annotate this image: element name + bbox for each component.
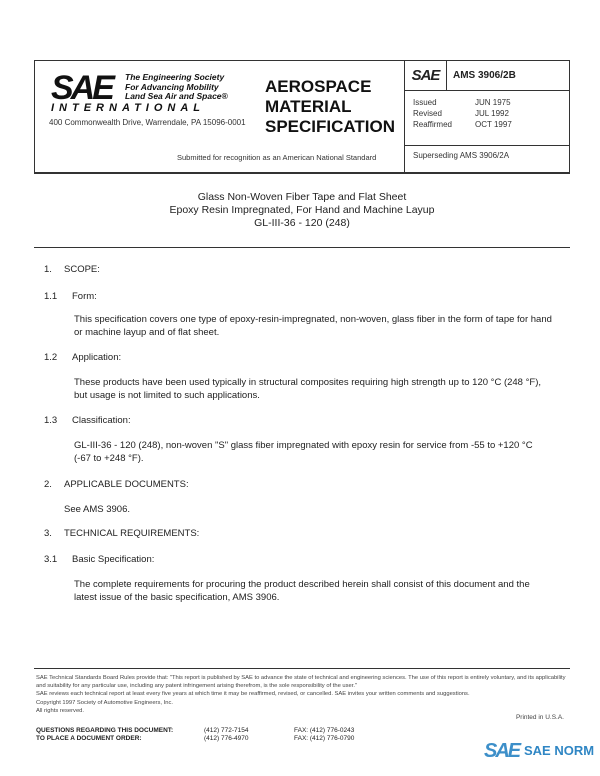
document-dates — [413, 97, 512, 130]
title-divider-top — [34, 173, 570, 174]
section-text-1-3: GL-III-36 - 120 (248), non-woven "S" glass fiber impregnated with epoxy resin for service from -55 to +120 °C (-67 to +248 °F). — [74, 440, 533, 464]
section-number: 1. — [44, 264, 52, 275]
sae-logo — [47, 69, 287, 114]
ansi-submission-note: Submitted for recognition as an American National Standard — [177, 153, 377, 162]
revised-row — [413, 108, 512, 119]
spec-line-2: MATERIAL — [265, 97, 352, 116]
society-tagline — [125, 73, 228, 102]
title-line-2: Epoxy Resin Impregnated, For Hand and Machine Layup — [169, 204, 435, 216]
section-text-1-2: These products have been used typically in structural composites requiring high strength up to 120 °C (248 °F), but usage is not limited to such applications. — [74, 377, 542, 401]
section-label: Basic Specification: — [72, 554, 155, 565]
contact-questions-fax: FAX: (412) 776-0243 — [294, 727, 355, 734]
section-number: 3. — [44, 528, 52, 539]
footer-copyright: Copyright 1997 Society of Automotive Engineers, Inc. — [36, 699, 173, 706]
document-title — [34, 191, 570, 230]
sae-address: 400 Commonwealth Drive, Warrendale, PA 15096-0001 — [49, 118, 246, 127]
section-heading-1-2 — [44, 352, 121, 363]
header-right-panel — [405, 61, 569, 172]
reaffirmed-date: OCT 1997 — [475, 120, 512, 129]
section-label: Form: — [72, 291, 97, 302]
title-divider-bottom — [34, 247, 570, 248]
contact-orders-phone: (412) 776-4970 — [204, 735, 249, 742]
society-line-1: The Engineering Society — [125, 72, 225, 82]
section-heading-3-1 — [44, 554, 154, 565]
printed-in: Printed in U.S.A. — [515, 714, 564, 721]
spec-line-1: AEROSPACE — [265, 77, 372, 96]
section-label: Classification: — [72, 415, 131, 426]
supersede-divider — [405, 145, 569, 146]
society-line-3 — [125, 92, 228, 102]
section-text-3-1: The complete requirements for procuring the product described herein shall consist of this document and the latest issue of the basic specification, AMS 3906. — [74, 579, 530, 603]
international-wordmark: INTERNATIONAL — [51, 102, 206, 114]
revised-label: Revised — [413, 109, 442, 118]
section-heading-1-3 — [44, 415, 131, 426]
spec-type-title — [265, 77, 395, 137]
header-left-panel — [35, 61, 405, 172]
registered-mark: ® — [221, 91, 228, 101]
section-number: 1.2 — [44, 352, 58, 363]
superseding-note: Superseding AMS 3906/2A — [413, 151, 510, 160]
contact-questions-label: QUESTIONS REGARDING THIS DOCUMENT: — [36, 727, 174, 734]
footer-rights: All rights reserved. — [36, 707, 85, 714]
contact-orders-fax: FAX: (412) 776-0790 — [294, 735, 355, 742]
contact-questions-phone: (412) 772-7154 — [204, 727, 249, 734]
sae-norm-watermark — [484, 740, 596, 770]
section-heading-1-1 — [44, 291, 97, 302]
section-heading-1 — [44, 264, 100, 275]
section-label: SCOPE: — [64, 264, 100, 275]
reaffirmed-row — [413, 119, 512, 130]
title-line-3: GL-III-36 - 120 (248) — [254, 217, 350, 229]
section-label: TECHNICAL REQUIREMENTS: — [64, 528, 200, 539]
section-heading-3 — [44, 528, 199, 539]
title-line-1: Glass Non-Woven Fiber Tape and Flat Sheet — [197, 191, 407, 203]
contact-row-questions — [36, 727, 354, 735]
document-number: AMS 3906/2B — [453, 70, 516, 81]
footer-rules-text: SAE Technical Standards Board Rules provide that: "This report is published by SAE to advance the state of technical and engineering sciences. The use of this report is entirely voluntary, and its applicability and suitability for any particular use, including any patent infringement arising therefrom, is the sole responsibility of the user." — [36, 675, 566, 690]
section-number: 1.1 — [44, 291, 58, 302]
section-number: 3.1 — [44, 554, 58, 565]
section-number: 1.3 — [44, 415, 58, 426]
society-line-2: For Advancing Mobility — [125, 81, 219, 92]
section-label: Application: — [72, 352, 122, 363]
watermark-sae-mark: SAE — [484, 740, 520, 762]
spec-line-3: SPECIFICATION — [265, 117, 396, 136]
revised-date: JUL 1992 — [475, 109, 509, 118]
sae-logo-mark: SAE — [51, 69, 112, 107]
reaffirmed-label: Reaffirmed — [413, 120, 452, 129]
section-label: APPLICABLE DOCUMENTS: — [64, 479, 189, 490]
footer-notes — [36, 674, 570, 721]
section-heading-2 — [44, 479, 189, 490]
section-text-1-1: This specification covers one type of epoxy-resin-impregnated, non-woven, glass fiber in the form of tape for hand or machine layup and of flat sheet. — [74, 314, 552, 338]
issued-date: JUN 1975 — [475, 98, 511, 107]
issued-row — [413, 97, 512, 108]
section-number: 2. — [44, 479, 52, 490]
issued-label: Issued — [413, 98, 437, 107]
contact-info — [36, 727, 354, 743]
contact-row-orders — [36, 735, 354, 743]
watermark-norm-text: SAE NORM — [524, 743, 595, 758]
section-text-2: See AMS 3906. — [64, 504, 131, 515]
society-line-3-text: Land Sea Air and Space — [125, 91, 222, 101]
footer-review-text: SAE reviews each technical report at least every five years at which time it may be reaffirmed, revised, or cancelled. SAE invites your written comments and suggestions. — [36, 691, 470, 698]
header-box — [34, 60, 570, 173]
contact-orders-label: TO PLACE A DOCUMENT ORDER: — [36, 735, 142, 742]
doc-number-row — [405, 61, 569, 91]
sae-small-logo: SAE — [405, 61, 447, 91]
footer-divider — [34, 668, 570, 669]
